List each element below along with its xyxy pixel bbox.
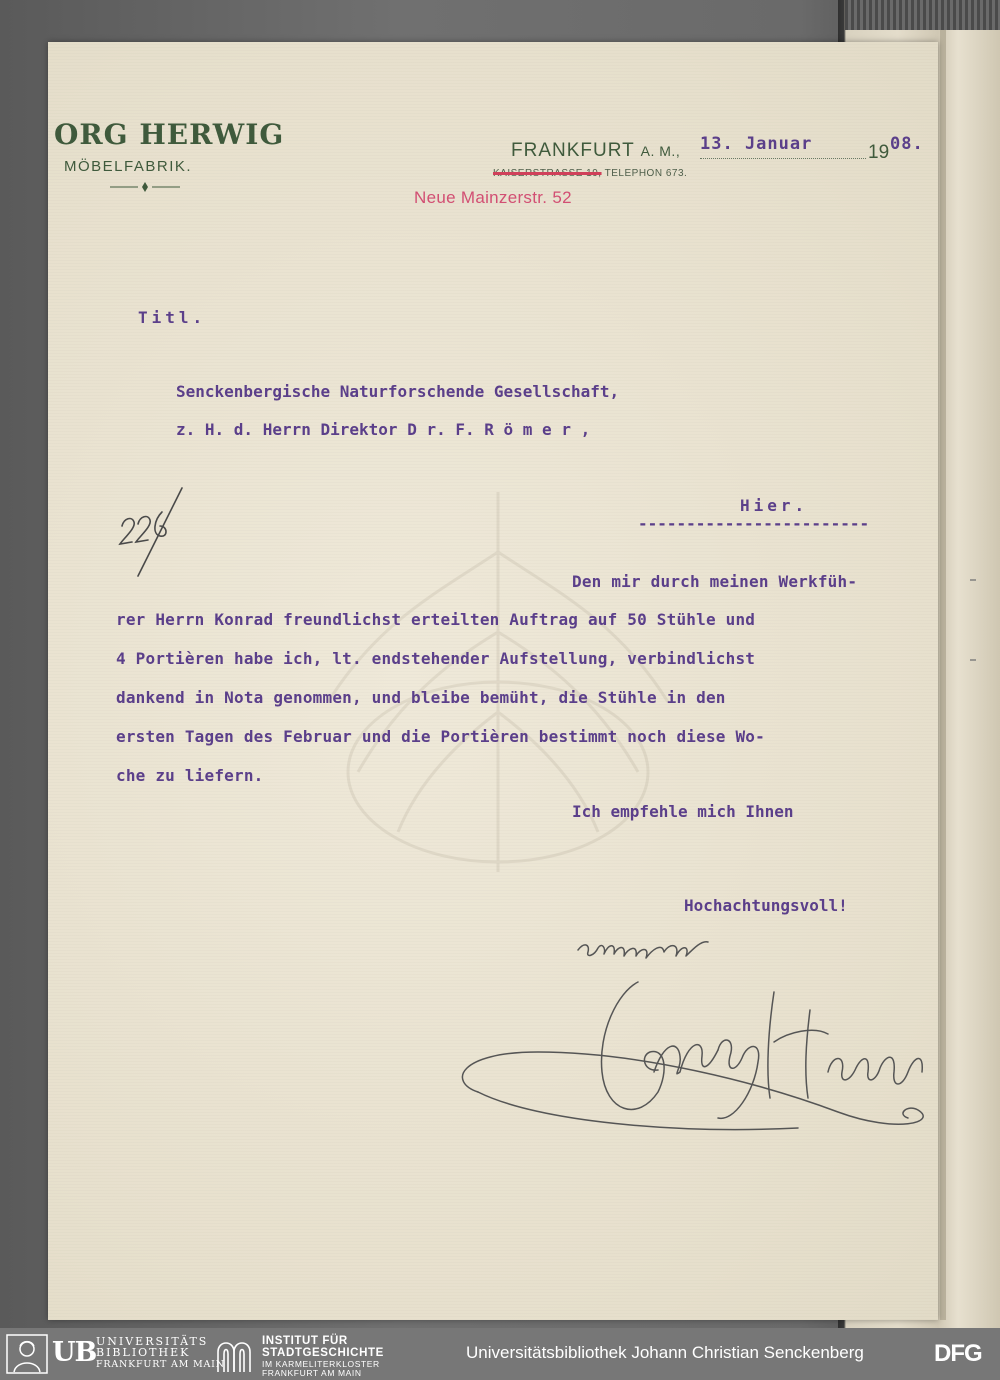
margin-note-handwriting — [110, 480, 200, 580]
institute-arches-icon — [214, 1334, 254, 1374]
footer-bar — [0, 1328, 1000, 1380]
date-year-prefix: 19 — [868, 142, 890, 163]
date-day: 13. Januar — [700, 134, 813, 154]
ub-portrait-icon — [6, 1334, 48, 1374]
local-underline: ------------------------ — [638, 514, 870, 533]
body-line: Den mir durch meinen Werkfüh- — [572, 572, 858, 591]
letterhead-place — [511, 140, 680, 162]
closing-line-2: Hochachtungsvoll! — [684, 896, 848, 915]
old-street: KAISERSTRASSE 19, — [493, 168, 602, 179]
body-line: rer Herrn Konrad freundlichst erteilten Auftrag auf 50 Stühle und — [116, 610, 756, 629]
margin-marks — [966, 570, 986, 770]
ub-letters: UB — [52, 1337, 97, 1368]
institute-line-4: FRANKFURT AM MAIN — [262, 1367, 362, 1378]
closing-line-1: Ich empfehle mich Ihnen — [572, 802, 794, 821]
ornament-icon — [110, 182, 180, 192]
company-name: ORG HERWIG — [54, 118, 285, 151]
addressee-line-2: z. H. d. Herrn Direktor D r. F. R ö m e r , — [176, 420, 591, 439]
telephone: TELEPHON 673. — [604, 168, 688, 179]
salutation: Titl. — [138, 308, 207, 327]
institute-line-3: IM KARMELITERKLOSTER — [262, 1358, 380, 1369]
body-line: 4 Portièren habe ich, lt. endstehender Aufstellung, verbindlichst — [116, 649, 756, 668]
company-subtitle: MÖBELFABRIK. — [64, 158, 193, 175]
ub-line-2: BIBLIOTHEK — [96, 1346, 191, 1359]
ub-city: FRANKFURT AM MAIN — [96, 1359, 225, 1370]
place-suffix: A. M., — [640, 143, 681, 159]
library-title: Universitätsbibliothek Johann Christian Senckenberg — [466, 1343, 864, 1362]
body-line: ersten Tagen des Februar und die Portièren bestimmt noch diese Wo- — [116, 727, 765, 746]
old-address — [493, 168, 687, 179]
institute-name — [262, 1335, 384, 1378]
institute-line-1: INSTITUT FÜR — [262, 1335, 348, 1347]
local-delivery: Hier. — [740, 496, 809, 515]
body-line: che zu liefern. — [116, 766, 264, 785]
new-address-stamp: Neue Mainzerstr. 52 — [414, 188, 572, 207]
page-edge — [940, 30, 946, 1320]
watermark-emblem — [308, 472, 688, 892]
body-line: dankend in Nota genommen, und bleibe bemüht, die Stühle in den — [116, 688, 726, 707]
place-name: FRANKFURT — [511, 140, 635, 161]
handwritten-signature — [418, 922, 938, 1162]
ub-line-1: UNIVERSITÄTS — [96, 1335, 209, 1348]
letter-sheet — [48, 42, 938, 1320]
institute-line-2: STADTGESCHICHTE — [262, 1347, 384, 1360]
dfg-logo: DFG — [934, 1340, 982, 1367]
addressee-line-1: Senckenbergische Naturforschende Gesellschaft, — [176, 382, 620, 401]
ub-name — [96, 1336, 225, 1370]
date-year-suffix: 08. — [890, 134, 924, 154]
date-line — [700, 158, 866, 159]
binding-edge — [845, 0, 1000, 30]
